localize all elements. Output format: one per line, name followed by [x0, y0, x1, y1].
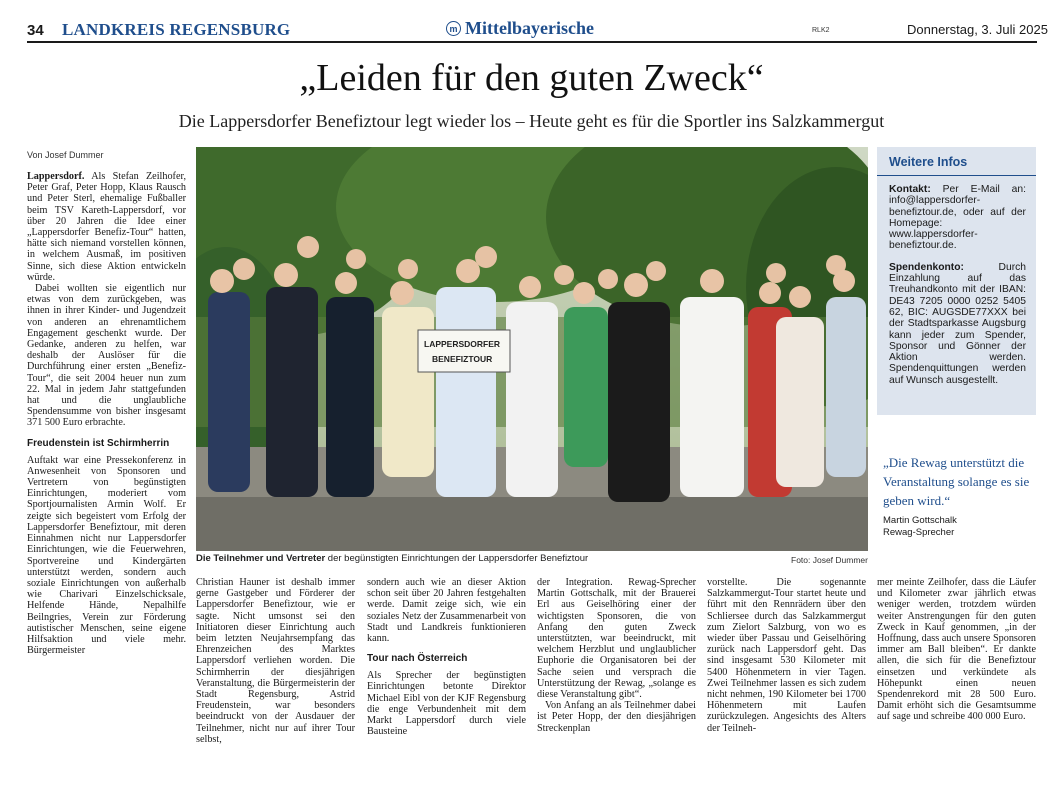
info-box-divider	[877, 175, 1036, 176]
paragraph: sondern auch wie an dieser Aktion schon seit über 20 Jahren festgehalten werde. Damit zeige sich, wie ein soziales Netz der Zusammenarbeit von Stadt und Landkreis funktionieren kann.	[367, 577, 526, 645]
header-divider	[27, 41, 1037, 43]
article-byline: Von Josef Dummer	[27, 150, 104, 160]
paragraph: Von Anfang an als Teilnehmer dabei ist Peter Hopp, der den diesjährigen Streckenplan	[537, 700, 696, 734]
quote-attribution	[883, 515, 957, 538]
paragraph: vorstellte. Die sogenannte Salzkammergut-Tour startet heute und führt mit den Rennrädern über den Schliersee durch das Salzkammergut zum Zielort Salzburg, von wo es wieder über Passau und Geiselhöring zurück nach Lappersdorf geht. Das sind insgesamt 530 Kilometer mit 5400 Höhenmetern in vier Tagen. Zwei Teilnehmer lassen es sich zudem nicht nehmen, 190 Kilometer bei 1700 Höhenmetern mit Laufen zurückzulegen. Angesichts des Alters der Teilneh-	[707, 577, 866, 734]
paragraph: Dabei wollten sie eigentlich nur etwas von dem zurückgeben, was ihnen in ihrer Kinder- und Jugendzeit von anderen an ehrenamtlichem Engagement geschenkt wurde. Der Gedanke, anderen zu helfen, war deshalb der Auslöser für die Durchführung einer ersten „Benefiz-Tour“, die seit 2004 heuer nun zum 22. Mal in jedem Jahr stattgefunden hat und die unglaubliche Spendensumme von bisher insgesamt 371 500 Euro erbrachte.	[27, 283, 186, 429]
article-headline: „Leiden für den guten Zweck“	[299, 57, 764, 99]
section-title: LANDKREIS REGENSBURG	[62, 20, 291, 39]
paragraph: Auftakt war eine Pressekonferenz in Anwesenheit von Sponsoren und Vertretern von begünstigten Einrichtungen, moderiert vom Sportjournalisten Armin Wolf. Er zeigte sich begeistert vom Erfolg der Lappersdorfer Benefiztour, mit deren Einnahmen nicht nur Lappersdorfer Einrichtungen, wie die Feuerwehren, Sportvereine und Kindergärten unterstützt werden, sondern auch soziale Einrichtungen von außerhalb wie Charivari Einzelschicksale, Helfende Hände, Nepalhilfe Beilngries, Verein zur Förderung autistischer Menschen, seine eigene Hilfsaktion und viele mehr. Bürgermeister	[27, 454, 186, 657]
issue-date: Donnerstag, 3. Juli 2025	[907, 22, 1048, 37]
page-number: 34	[27, 22, 44, 39]
cheque-text-line2: BENEFIZTOUR	[432, 354, 493, 364]
logo-mark-icon: m	[446, 21, 461, 36]
article-column-4	[537, 577, 696, 734]
paragraph-text: Als Stefan Zeilhofer, Peter Graf, Peter Hopp, Klaus Rausch und Peter Sterl, ehemalige Fußballer beim TSV Kareth-Lappersdorf, vor über 20 Jahren die Idee einer „Lappersdorfer Benefiz-Tour“ hatten, hätte sich niemand vorstellen können, in welchem Ausmaß, im positiven Sinne, sich diese Aktion entwickeln würde.	[27, 171, 186, 283]
pull-quote: „Die Rewag unterstützt die Veranstaltung solange es sie geben wird.“	[883, 455, 1030, 508]
cheque-text-line1: LAPPERSDORFER	[424, 339, 501, 349]
account-label: Spendenkonto:	[889, 261, 964, 273]
article-photo	[196, 147, 868, 551]
article-column-5	[707, 577, 866, 734]
info-contact	[889, 184, 1026, 252]
newspaper-logo	[446, 18, 594, 39]
paragraph: Christian Hauner ist deshalb immer gerne Gastgeber und Förderer der Lappersdorfer Benefiztour, wie er sagte. Nicht umsonst sei den Initiatoren dieser Einrichtung auch beim letzten Neujahrsempfang das Ehrenzeichen des Marktes Lappersdorf verliehen worden. Die Schirmherrin der diesjährigen Veranstaltung, die Bürgermeisterin der Stadt Regensburg, Astrid Freudenstein, war besonders beeindruckt von der Ausdauer der Teilnehmer, nicht nur auf ihrer Tour selbst,	[196, 577, 355, 745]
dateline: Lappersdorf.	[27, 171, 85, 182]
contact-label: Kontakt:	[889, 184, 931, 195]
article-column-6	[877, 577, 1036, 723]
contact-text: Per E-Mail an: info@lappersdorfer-benefiztour.de, oder auf der Homepage: www.lappersdorfer-benefiztour.de.	[889, 184, 1026, 252]
edition-code: RLK2	[812, 27, 830, 34]
subheading: Freudenstein ist Schirmherrin	[27, 437, 170, 449]
paragraph: der Integration. Rewag-Sprecher Martin Gottschalk, mit der Brauerei Erl aus Geiselhöring einer der wichtigsten Sponsoren, die von Anfang den guten Zweck unterstützten, war beeindruckt, mit welchem Herzblut und unglaublicher Euphorie die Organisatoren bei der Sache seien und versprach die Unterstützung der Rewag, „solange es diese Veranstaltung gibt“.	[537, 577, 696, 701]
info-account	[889, 262, 1026, 386]
quote-author: Martin Gottschalk	[883, 515, 957, 526]
quote-author-role: Rewag-Sprecher	[883, 526, 955, 538]
caption-lead: Die Teilnehmer und Vertreter	[196, 553, 326, 564]
paragraph	[27, 171, 186, 283]
info-box-title: Weitere Infos	[889, 155, 968, 169]
account-text: Durch Einzahlung auf das Treuhandkonto mit der IBAN: DE43 7205 0000 0252 5405 62, BIC: AUGSDE77XXX bei der Stadtsparkasse Augsburg kann jeder zum Spender, Sponsor und Gönner der Aktion werden. Spendenquittungen werden auf Wunsch ausgestellt.	[889, 261, 1026, 386]
group-photo-illustration	[196, 147, 868, 551]
subheading: Tour nach Österreich	[367, 653, 468, 665]
caption-text: der begünstigten Einrichtungen der Lappersdorfer Benefiztour	[325, 553, 589, 564]
paragraph: Als Sprecher der begünstigten Einrichtungen betonte Direktor Michael Eibl von der KJF Regensburg die enge Verbundenheit mit dem Markt Lappersdorf durch viele Bausteine	[367, 670, 526, 738]
article-subheadline: Die Lappersdorfer Benefiztour legt wieder los – Heute geht es für die Sportler ins Salzkammergut	[178, 111, 885, 131]
photo-caption	[196, 553, 868, 564]
article-column-3	[367, 577, 526, 737]
paragraph: mer meinte Zeilhofer, dass die Läufer und Kilometer zwar jährlich etwas weniger werden, trotzdem würden weiter Anstrengungen für den guten Zweck in Kauf genommen, „in der Hoffnung, dass auch unsere Sponsoren immer am Ball bleiben“. Er dankte allen, die sich für die Benefiztour einsetzen und verkündete als Höhepunkt einen neuen Spendenrekord mit 28 500 Euro. Damit erhöht sich die Gesamtsumme auf sage und schreibe 400 000 Euro.	[877, 577, 1036, 723]
article-column-2	[196, 577, 355, 745]
photo-credit: Foto: Josef Dummer	[791, 555, 868, 565]
article-column-1	[27, 171, 186, 656]
info-box	[877, 147, 1036, 415]
logo-text: Mittelbayerische	[465, 18, 594, 38]
